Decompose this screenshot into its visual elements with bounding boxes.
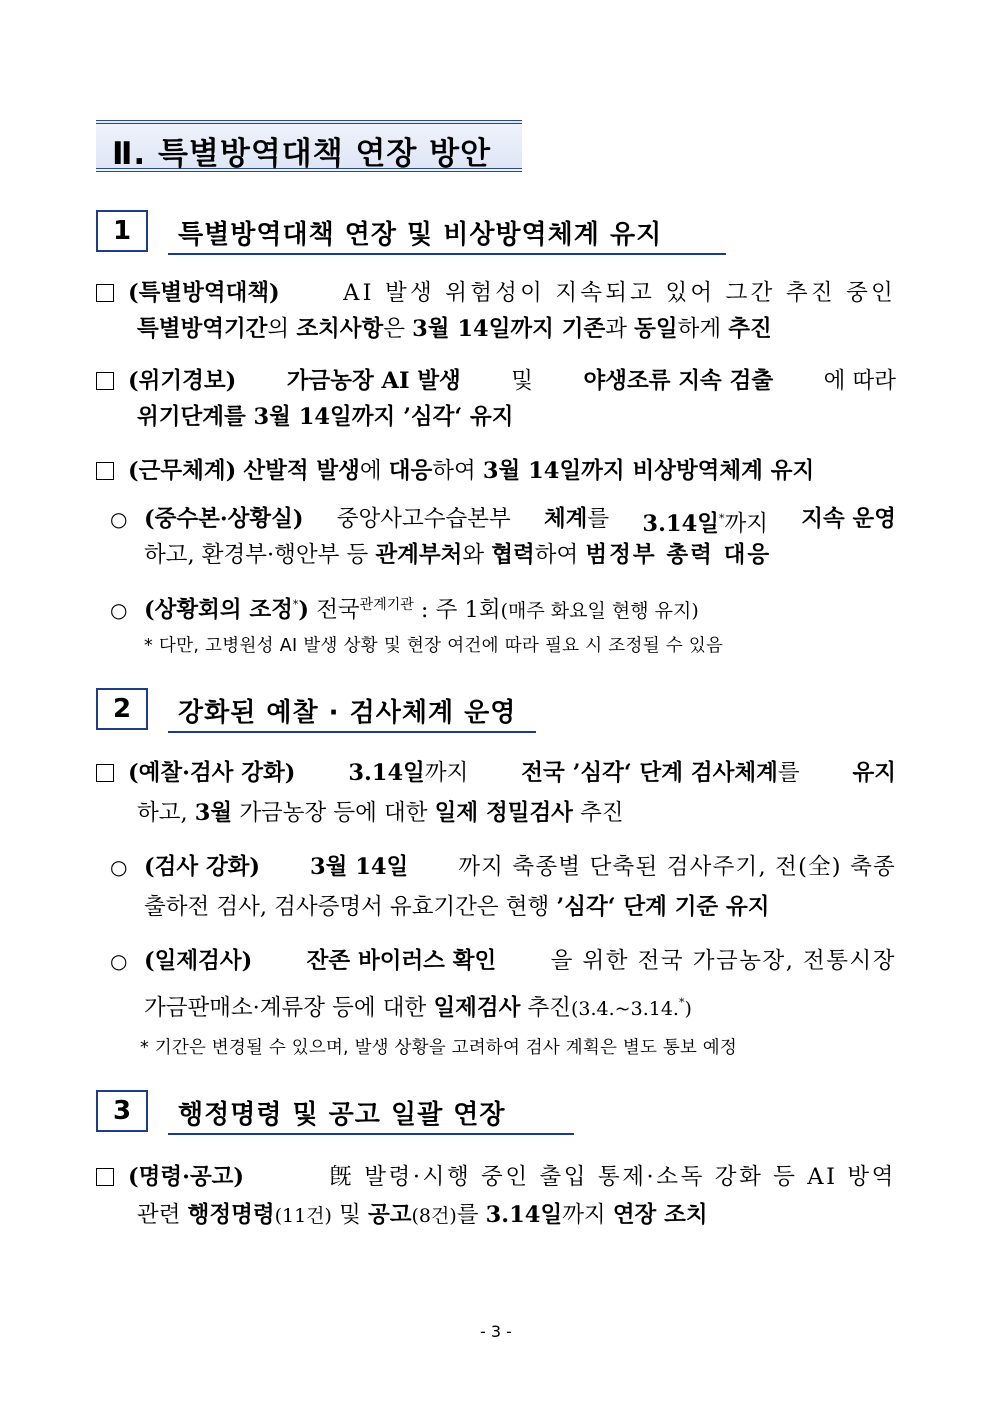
circle-bullet-icon: ○	[110, 598, 128, 622]
s1-c1-bold-2: 3.14일	[642, 511, 719, 537]
checkbox-square-icon	[96, 372, 114, 390]
s2-footnote: * 기간은 변경될 수 있으며, 발생 상황을 고려하여 검사 계획은 별도 통보 예정	[140, 1038, 738, 1058]
s1-p1-bold-4: 동일	[634, 316, 678, 342]
checkbox-square-icon	[96, 1168, 114, 1186]
s1-c2-tag: (상황회의 조정	[144, 597, 293, 623]
s1-p1-tag: (특별방역대책)	[128, 280, 280, 306]
s1-p2-bold-2: 야생조류 지속 검출	[583, 368, 774, 394]
s2-paragraph-1-line-1	[96, 758, 896, 788]
s2-paragraph-1-line-2	[137, 798, 624, 828]
s2-circle-2-line-1	[110, 946, 896, 976]
s2-c2-text-3: 가금판매소·계류장 등에 대한	[144, 995, 434, 1021]
s1-p2-tag: (위기경보)	[128, 368, 237, 394]
s1-c1-text-3: 까지	[724, 511, 768, 537]
section-1-title: 특별방역대책 연장 및 비상방역체계 유지	[178, 220, 663, 250]
s1-p1-bold-2: 조치사항	[296, 316, 384, 342]
s2-circle-2-line-2	[144, 988, 692, 1024]
s1-paragraph-2-line-1	[96, 366, 896, 396]
s1-p1-text-3: 은	[383, 316, 413, 342]
s2-circle-1-line-1	[110, 852, 896, 882]
s1-c1-bold-3: 지속 운영	[801, 506, 896, 532]
checkbox-square-icon	[96, 284, 114, 302]
s1-circle-2	[110, 590, 699, 626]
s1-c2-superscript: 관계기관	[359, 597, 414, 613]
section-2-number: 2	[96, 688, 148, 730]
s1-c1-text-4: 하고, 환경부·행안부 등	[144, 542, 376, 568]
s2-p1-text-1: 까지	[424, 760, 469, 786]
s3-paragraph-1-line-1	[96, 1162, 896, 1192]
s1-c1-bold-1: 체계	[543, 506, 588, 532]
s1-p3-text-3: 하여	[432, 458, 483, 484]
s2-c1-text-2: 출하전 검사, 검사증명서 유효기간은 현행	[144, 894, 557, 920]
s1-c1-text-2: 를	[587, 506, 610, 532]
s1-c2-footnote-mark: *	[292, 598, 299, 611]
section-2-underline	[168, 731, 536, 733]
s2-circle-1-line-2	[144, 892, 769, 922]
s1-p2-text-2: 및	[511, 368, 534, 394]
s3-p1-bold-3: 3.14일	[485, 1202, 563, 1228]
s2-c2-bold-1: 잔존 바이러스 확인	[306, 948, 497, 974]
s3-p1-small-1: (11건)	[274, 1205, 332, 1227]
s2-p1-bold-3: 유지	[852, 760, 896, 786]
section-1-underline	[168, 253, 726, 255]
s1-circle-1-line-1	[110, 504, 896, 539]
s1-p3-tag: (근무체계)	[128, 458, 237, 484]
s2-p1-text-5: 추진	[572, 800, 624, 826]
s2-c2-tag: (일제검사)	[144, 948, 253, 974]
s1-circle-1-line-2	[144, 540, 771, 570]
s1-p3-bold-2: 대응	[388, 458, 433, 484]
section-3-number: 3	[96, 1090, 148, 1132]
page-number: - 3 -	[480, 1322, 512, 1341]
s1-c1-footnote-mark: *	[718, 512, 725, 525]
s1-p1-text-1: AI 발생 위험성이 지속되고 있어 그간 추진 중인	[343, 280, 896, 306]
circle-bullet-icon: ○	[110, 855, 128, 879]
s1-c1-text-6: 하여	[534, 542, 586, 568]
s1-p2-bold-1: 가금농장 AI 발생	[286, 368, 461, 394]
s3-p1-tag: (명령·공고)	[128, 1164, 245, 1190]
s1-c2-text-2: : 주 1회	[413, 597, 501, 623]
checkbox-square-icon	[96, 462, 114, 480]
s1-c1-bold-5: 협력	[491, 542, 535, 568]
s1-c1-bold-4: 관계부처	[375, 542, 463, 568]
s1-paragraph-1-line-1	[96, 278, 896, 308]
s1-c1-text-5: 와	[462, 542, 492, 568]
s2-p1-text-2: 를	[777, 760, 800, 786]
s1-paragraph-2-line-2	[137, 402, 514, 432]
section-1-number: 1	[96, 210, 148, 252]
s1-p3-bold-1: 산발적 발생	[243, 458, 360, 484]
s1-p2-text-3: 에 따라	[823, 368, 896, 394]
s3-p1-text-5: 까지	[562, 1202, 613, 1228]
circle-bullet-icon: ○	[110, 949, 128, 973]
s2-p1-bold-4: 3월	[194, 800, 233, 826]
s1-p1-bold-1: 특별방역기간	[137, 316, 268, 342]
s2-p1-tag: (예찰·검사 강화)	[128, 760, 296, 786]
s1-p1-bold-3: 3월 14일까지 기존	[412, 316, 606, 342]
s2-c1-bold-2: ’심각‘ 단계 기준 유지	[556, 894, 770, 920]
s2-c1-text-1: 까지 축종별 단축된 검사주기, 전(全) 축종	[458, 854, 896, 880]
s2-p1-text-3: 하고,	[137, 800, 195, 826]
section-3-title: 행정명령 및 공고 일괄 연장	[178, 1100, 506, 1130]
s1-p2-bold-3: 위기단계를 3월 14일까지 ’심각‘ 유지	[137, 404, 514, 430]
s1-p1-text-2: 의	[267, 316, 297, 342]
s1-c2-small-text: (매주 화요일 현행 유지)	[500, 600, 699, 622]
s1-c2-text-1: 전국	[309, 597, 360, 623]
s2-c2-footnote-mark: *	[678, 996, 685, 1009]
section-2-title: 강화된 예찰 · 검사체계 운영	[178, 698, 517, 728]
s1-c1-text-1: 중앙사고수습본부	[336, 506, 511, 532]
s2-c2-text-2: 을 위한 전국 가금농장, 전통시장	[550, 948, 896, 974]
s2-c2-small-end: )	[684, 998, 692, 1020]
s2-p1-bold-1: 3.14일	[348, 760, 425, 786]
s1-c2-tag-end: )	[298, 597, 310, 623]
s1-c1-tag: (중수본·상황실)	[144, 506, 304, 532]
circle-bullet-icon: ○	[110, 507, 128, 531]
s2-c2-bold-2: 일제검사	[433, 995, 521, 1021]
s2-c1-bold-1: 3월 14일	[310, 854, 409, 880]
s2-c2-text-4: 추진	[520, 995, 572, 1021]
s3-p1-small-2: (8건)	[411, 1205, 457, 1227]
section-3-underline	[168, 1133, 574, 1135]
s1-paragraph-1-line-2	[137, 314, 772, 344]
s2-p1-text-4: 가금농장 등에 대한	[232, 800, 435, 826]
s3-p1-text-3: 및	[331, 1202, 368, 1228]
s1-p1-text-4: 과	[605, 316, 635, 342]
checkbox-square-icon	[96, 764, 114, 782]
s1-p1-bold-5: 추진	[728, 316, 772, 342]
s1-p1-text-5: 하게	[677, 316, 729, 342]
s1-p3-text-2: 에	[359, 458, 389, 484]
s2-c1-tag: (검사 강화)	[144, 854, 261, 880]
s2-p1-bold-2: 전국 ’심각‘ 단계 검사체계	[521, 760, 778, 786]
s1-c1-bold-6: 범정부 총력 대응	[585, 542, 772, 568]
s3-p1-text-4: 를	[456, 1202, 486, 1228]
s2-p1-bold-5: 일제 정밀검사	[434, 800, 573, 826]
s1-p3-bold-3: 3월 14일까지 비상방역체계 유지	[482, 458, 815, 484]
s3-p1-bold-1: 행정명령	[187, 1202, 275, 1228]
s3-p1-bold-2: 공고	[367, 1202, 412, 1228]
s3-p1-bold-4: 연장 조치	[612, 1202, 708, 1228]
s1-paragraph-3	[96, 456, 814, 486]
s3-paragraph-1-line-2	[137, 1200, 708, 1231]
s3-p1-text-2: 관련	[137, 1202, 188, 1228]
s3-p1-text-1: 旣 발령·시행 중인 출입 통제·소독 강화 등 AI 방역	[329, 1164, 896, 1190]
s2-c2-small-text: (3.4.~3.14.	[571, 998, 679, 1020]
s1-footnote: * 다만, 고병원성 AI 발생 상황 및 현장 여건에 따라 필요 시 조정될 수 있음	[144, 636, 724, 656]
page-title: Ⅱ. 특별방역대책 연장 방안	[112, 136, 492, 172]
